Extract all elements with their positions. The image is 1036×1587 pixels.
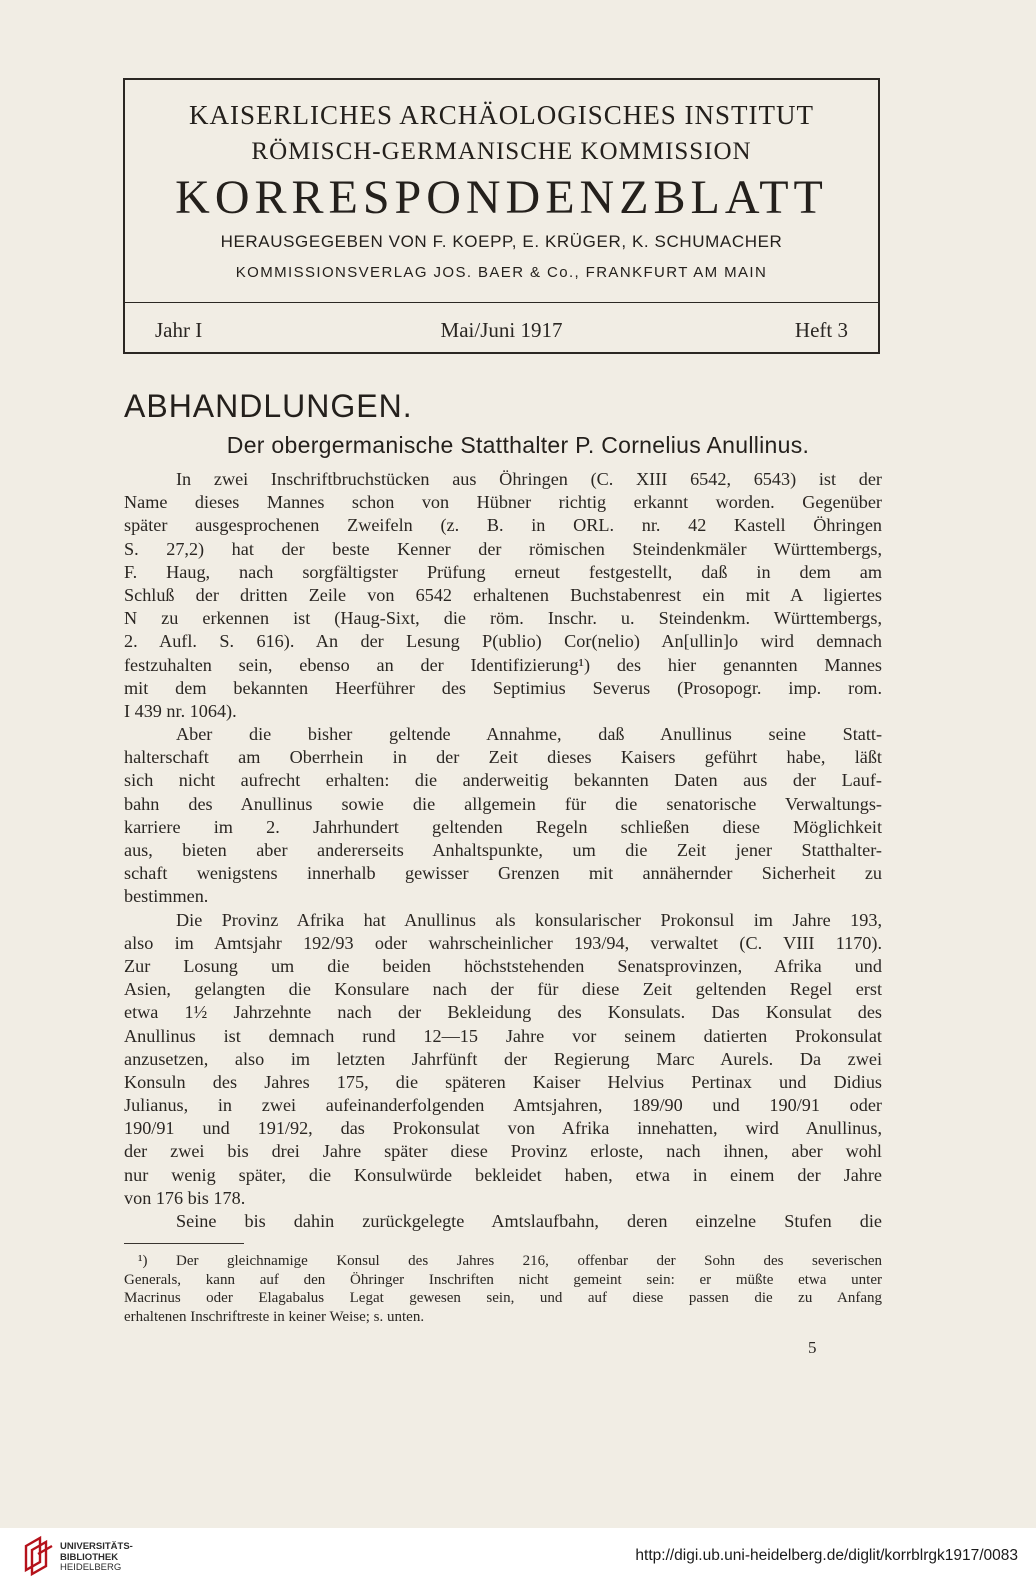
issue-year: Jahr I [155,318,203,342]
body-line: Name dieses Mannes schon von Hübner richtig erkannt worden. Gegenüber [124,492,882,513]
footnote-line: ¹) Der gleichnamige Konsul des Jahres 216, offenbar der Sohn des severischen [138,1253,882,1269]
page-number: 5 [808,1338,817,1357]
institute-name: KAISERLICHES ARCHÄOLOGISCHES INSTITUT [188,100,814,130]
body-line: Seine bis dahin zurückgelegte Amtslaufbahn, deren einzelne Stufen die [176,1211,882,1231]
body-line: also im Amtsjahr 192/93 oder wahrscheinlicher 193/94, verwaltet (C. VIII 1170). [124,932,882,953]
body-line: nur wenig später, die Konsulwürde bekleidet haben, etwa in einem der Jahre [124,1164,882,1185]
body-line: Anullinus ist demnach rund 12—15 Jahre vor seinem datierten Prokonsulat [124,1025,882,1046]
body-line: etwa 1½ Jahrzehnte nach der Bekleidung des Konsulats. Das Konsulat des [124,1002,882,1023]
body-line: Die Provinz Afrika hat Anullinus als konsularischer Prokonsul im Jahre 193, [176,909,882,930]
body-line: Zur Losung um die beiden höchststehenden Senatsprovinzen, Afrika und [124,955,882,976]
footnote-line: erhaltenen Inschriftreste in keiner Weise; s. unten. [124,1308,425,1325]
body-line: halterschaft am Oberrhein in der Zeit dieses Kaisers geführt habe, läßt [124,747,882,768]
footnote-divider [124,1243,244,1244]
body-line: F. Haug, nach sorgfältigster Prüfung erneut festgestellt, daß in dem am [124,561,882,582]
section-heading: ABHANDLUNGEN. [124,388,413,424]
body-line: S. 27,2) hat der beste Kenner der römischen Steindenkmäler Württembergs, [124,538,882,559]
library-logo-icon [22,1534,56,1578]
body-line: I 439 nr. 1064). [124,700,237,721]
source-url[interactable]: http://digi.ub.uni-heidelberg.de/diglit/korrblrgk1917/0083 [635,1547,1018,1564]
footnote-line: Generals, kann auf den Öhringer Inschriften nicht gemeint sein: er müßte etwa unter [124,1271,882,1288]
body-line: N zu erkennen ist (Haug-Sixt, die röm. Inschr. u. Steindenkm. Württembergs, [124,608,882,629]
body-line: sich nicht aufrecht erhalten: die anderweitig bekannten Daten aus der Lauf- [124,770,882,791]
article-body [124,468,882,1233]
masthead-divider [125,302,878,303]
body-line: In zwei Inschriftbruchstücken aus Öhringen (C. XIII 6542, 6543) ist der [176,469,882,489]
commission-name: RÖMISCH-GERMANISCHE KOMMISSION [251,138,752,165]
editors-line: HERAUSGEGEBEN VON F. KOEPP, E. KRÜGER, K. SCHUMACHER [220,232,783,251]
article-title: Der obergermanische Statthalter P. Cornelius Anullinus. [226,432,810,458]
body-line: bestimmen. [124,886,209,907]
body-line: 190/91 und 191/92, das Prokonsulat von Afrika innehatten, wird Anullinus, [124,1118,882,1139]
journal-title: KORRESPONDENZBLATT [175,171,828,224]
body-line: der zwei bis drei Jahre später diese Provinz erloste, nach ihnen, aber wohl [124,1141,882,1162]
body-line: bahn des Anullinus sowie die allgemein für die senatorische Verwaltungs- [124,793,882,814]
body-line: Julianus, in zwei aufeinanderfolgenden Amtsjahren, 189/90 und 190/91 oder [124,1095,882,1116]
body-line: karriere im 2. Jahrhundert geltenden Regeln schließen diese Möglichkeit [124,816,882,837]
body-line: Asien, gelangten die Konsulare nach der für diese Zeit geltenden Regel erst [124,979,882,1000]
issue-date: Mai/Juni 1917 [440,318,563,342]
body-line: aus, bieten aber andererseits Anhaltspunkte, um die Zeit jener Statthalter- [124,840,882,860]
digitization-footer [0,1528,1036,1587]
body-line: Aber die bisher geltende Annahme, daß Anullinus seine Statt- [176,724,882,745]
body-line: schaft wenigstens innerhalb gewisser Grenzen mit annähernder Sicherheit zu [124,863,882,884]
body-line: später ausgesprochenen Zweifeln (z. B. in ORL. nr. 42 Kastell Öhringen [124,515,882,536]
library-name-line: UNIVERSITÄTS- [60,1541,133,1552]
library-name [60,1542,133,1574]
body-line: von 176 bis 178. [124,1187,246,1208]
body-line: mit dem bekannten Heerführer des Septimius Severus (Prosopogr. imp. rom. [124,677,882,698]
masthead-box [123,78,880,354]
body-line: festzuhalten sein, ebenso an der Identifizierung¹) des hier genannten Mannes [124,654,882,675]
footnotes [124,1252,882,1326]
publisher-line: KOMMISSIONSVERLAG JOS. BAER & Co., FRANKFURT AM MAIN [235,264,768,281]
body-line: Schluß der dritten Zeile von 6542 erhaltenen Buchstabenrest ein mit A ligiertes [124,584,882,605]
library-name-line: BIBLIOTHEK [60,1551,119,1563]
body-line: anzusetzen, also im letzten Jahrfünft der Regierung Marc Aurels. Da zwei [124,1048,882,1069]
issue-number: Heft 3 [794,318,848,342]
library-name-line: HEIDELBERG [60,1562,122,1573]
body-line: Konsuln des Jahres 175, die späteren Kaiser Helvius Pertinax und Didius [124,1071,882,1092]
body-line: 2. Aufl. S. 616). An der Lesung P(ublio) Cor(nelio) An[ullin]o wird demnach [124,631,882,652]
footnote-line: Macrinus oder Elagabalus Legat gewesen sein, und auf diese passen die zu Anfang [124,1290,882,1306]
